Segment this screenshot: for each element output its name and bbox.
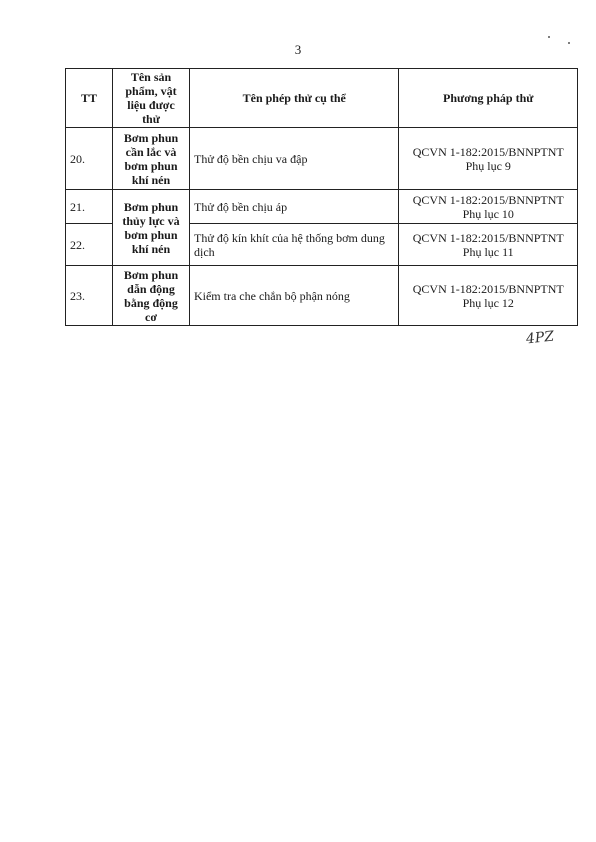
row-number: 23.	[66, 266, 113, 326]
scan-speck	[548, 36, 550, 38]
header-method: Phương pháp thử	[399, 69, 578, 128]
method-cell	[399, 190, 578, 224]
row-number: 22.	[66, 224, 113, 266]
header-test: Tên phép thử cụ thể	[189, 69, 399, 128]
test-name: Thử độ kín khít của hệ thống bơm dung dịch	[189, 224, 399, 266]
method-appendix: Phụ lục 10	[462, 206, 514, 221]
table-header-row	[66, 69, 578, 128]
header-product: Tên sản phẩm, vật liệu được thử	[113, 69, 190, 128]
method-appendix: Phụ lục 12	[462, 295, 514, 310]
method-cell	[399, 224, 578, 266]
header-tt: TT	[66, 69, 113, 128]
row-number: 21.	[66, 190, 113, 224]
test-name: Kiểm tra che chắn bộ phận nóng	[189, 266, 399, 326]
method-code: QCVN 1-182:2015/BNNPTNT	[412, 192, 564, 207]
table-row	[66, 266, 578, 326]
test-methods-table	[65, 68, 578, 326]
method-appendix: Phụ lục 11	[462, 244, 514, 259]
page-number: 3	[294, 42, 302, 57]
scan-speck	[568, 42, 570, 44]
method-code: QCVN 1-182:2015/BNNPTNT	[412, 281, 564, 296]
table-row	[66, 190, 578, 224]
method-cell	[399, 266, 578, 326]
product-name: Bơm phun dẫn động bằng động cơ	[113, 266, 190, 326]
product-name: Bơm phun cần lắc và bơm phun khí nén	[113, 128, 190, 190]
table-row	[66, 128, 578, 190]
handwritten-initials: 4PZ	[525, 328, 555, 348]
method-cell	[399, 128, 578, 190]
test-name: Thử độ bền chịu va đập	[189, 128, 399, 190]
test-name: Thử độ bền chịu áp	[189, 190, 399, 224]
method-appendix: Phụ lục 9	[465, 158, 511, 173]
method-code: QCVN 1-182:2015/BNNPTNT	[412, 144, 564, 159]
product-name: Bơm phun thủy lực và bơm phun khí nén	[113, 190, 190, 266]
method-code: QCVN 1-182:2015/BNNPTNT	[412, 230, 564, 245]
row-number: 20.	[66, 128, 113, 190]
